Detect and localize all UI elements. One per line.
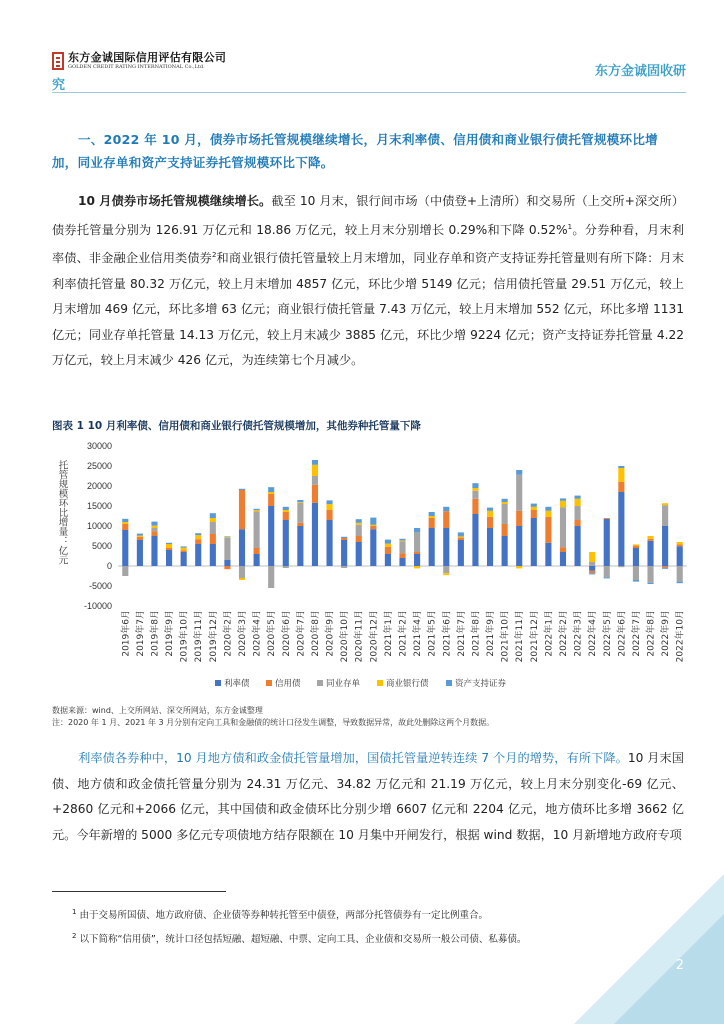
bar-segment xyxy=(458,538,464,540)
bar-segment xyxy=(604,577,610,578)
bar-segment xyxy=(633,548,639,566)
bar-segment xyxy=(545,507,551,511)
bar-segment xyxy=(487,528,493,566)
bar-segment xyxy=(472,514,478,566)
bar-segment xyxy=(195,533,201,535)
bar-segment xyxy=(560,547,566,552)
bar-segment xyxy=(618,482,624,492)
logo-mark-icon xyxy=(52,52,64,70)
x-tick-label: 2019年10月 xyxy=(179,610,190,663)
bar-segment xyxy=(677,542,683,544)
section-title-text: 一、2022 年 10 月，债券市场托管规模继续增长，月末利率债、信用债和商业银行债托管规模环比增加，同业存单和资产支持证券托管规模环比下降。 xyxy=(52,132,658,170)
bar-segment xyxy=(341,537,347,538)
section-title xyxy=(52,128,682,174)
bar-segment xyxy=(268,506,274,566)
y-tick-label: 0 xyxy=(106,561,112,571)
bar-segment xyxy=(531,518,537,566)
bar-segment xyxy=(210,534,216,544)
bar-segment xyxy=(370,529,376,566)
bar-segment xyxy=(560,498,566,500)
bar-segment xyxy=(370,526,376,529)
bar-segment xyxy=(604,519,610,566)
bar-segment xyxy=(297,523,303,526)
brand-title-tail: 究 xyxy=(52,78,66,93)
bar-segment xyxy=(385,540,391,544)
legend-label: 同业存单 xyxy=(326,679,361,689)
x-tick-label: 2021年9月 xyxy=(486,610,497,657)
bar-segment xyxy=(385,544,391,547)
bar-segment xyxy=(516,511,522,526)
y-tick-label: 15000 xyxy=(86,501,112,511)
x-tick-label: 2022年3月 xyxy=(573,610,584,657)
bar-segment xyxy=(166,544,172,548)
company-logo xyxy=(52,52,226,70)
x-tick-label: 2022年8月 xyxy=(646,610,657,657)
x-tick-label: 2022年10月 xyxy=(675,610,686,663)
y-tick-label: 30000 xyxy=(86,441,112,451)
bar-segment xyxy=(181,546,187,547)
bar-segment xyxy=(443,566,449,573)
x-tick-label: 2019年12月 xyxy=(208,610,219,663)
paragraph-1-lead: 10 月债券市场托管规模继续增长。 xyxy=(78,194,272,208)
bar-segment xyxy=(370,518,376,525)
bar-segment xyxy=(502,499,508,502)
bar-segment xyxy=(326,520,332,566)
bar-segment xyxy=(662,505,668,526)
bar-segment xyxy=(575,496,581,499)
bar-segment xyxy=(443,528,449,566)
bar-segment xyxy=(414,566,420,568)
x-tick-label: 2020年11月 xyxy=(354,610,365,663)
bar-segment xyxy=(312,503,318,566)
bar-segment xyxy=(633,544,639,545)
bar-segment xyxy=(531,504,537,507)
bar-segment xyxy=(458,532,464,536)
brand-title: 东方金诚固收研 xyxy=(594,64,686,79)
bar-segment xyxy=(268,487,274,492)
x-tick-label: 2022年6月 xyxy=(617,610,628,657)
bar-segment xyxy=(662,568,668,569)
bar-segment xyxy=(224,566,230,569)
bar-segment xyxy=(560,501,566,507)
bar-segment xyxy=(443,511,449,528)
paragraph-1-body-b: 。分券种看，月末利率债、非金融企业信用类债券 xyxy=(52,222,685,266)
bar-segment xyxy=(224,536,230,537)
legend-label: 利率债 xyxy=(224,679,250,689)
bar-segment xyxy=(633,546,639,548)
footnote-ref-1[interactable]: 1 xyxy=(567,222,573,231)
bar-segment xyxy=(604,566,610,577)
bar-segment xyxy=(429,512,435,516)
figure-note-text: 注：2020 年 1 月、2021 年 3 月分别有定向工具和金融债的统计口径发生调整，导致数据异常，故此处删除这两个月数据。 xyxy=(52,718,495,727)
bar-segment xyxy=(633,580,639,582)
x-tick-label: 2021年4月 xyxy=(413,610,424,657)
footnote-divider xyxy=(52,891,226,892)
bar-segment xyxy=(399,558,405,566)
bar-segment xyxy=(662,503,668,505)
figure-source-text: 数据来源：wind、上交所网站、深交所网站，东方金诚整理 xyxy=(52,706,263,715)
bar-segment xyxy=(575,499,581,506)
bar-segment xyxy=(122,519,128,522)
bar-segment xyxy=(677,546,683,566)
x-tick-label: 2020年5月 xyxy=(267,610,278,657)
bar-segment xyxy=(502,524,508,536)
legend-swatch xyxy=(317,680,323,686)
legend-swatch xyxy=(266,680,272,686)
bar-segment xyxy=(137,534,143,536)
bar-segment xyxy=(516,475,522,511)
footnote-1-text: 由于交易所国债、地方政府债、企业债等券种转托管至中债登，两部分托管债券有一定比例重合。 xyxy=(79,910,489,922)
bar-segment xyxy=(283,510,289,512)
bar-segment xyxy=(137,536,143,537)
bar-segment xyxy=(151,528,157,531)
bar-segment xyxy=(356,523,362,525)
bar-segment xyxy=(239,489,245,490)
logo-en-text: GOLDEN CREDIT RATING INTERNATIONAL Co.,Ltd. xyxy=(68,64,205,70)
bar-segment xyxy=(210,518,216,522)
bar-segment xyxy=(618,566,624,567)
bar-segment xyxy=(195,539,201,544)
bar-segment xyxy=(516,566,522,568)
footnote-1-mark: 1 xyxy=(72,908,77,916)
bar-segment xyxy=(487,508,493,511)
bar-segment xyxy=(429,518,435,528)
bar-segment xyxy=(472,488,478,491)
bar-segment xyxy=(443,573,449,575)
bar-segment xyxy=(312,476,318,485)
bar-segment xyxy=(589,552,595,562)
bar-segment xyxy=(647,566,653,583)
bar-segment xyxy=(326,504,332,510)
bar-segment xyxy=(414,528,420,532)
x-tick-label: 2021年10月 xyxy=(500,610,511,663)
x-tick-label: 2021年1月 xyxy=(383,610,394,657)
bar-segment xyxy=(122,524,128,530)
paragraph-1-body-a: 截至 10 月末，银行间市场（中债登+上清所）和交易所（上交所+深交所）债券托管量分别为 126.91 万亿元和 18.86 万亿元，较上月末分别增长 0.29%和下降 0.52% xyxy=(52,194,685,237)
bar-segment xyxy=(312,485,318,503)
bar-segment xyxy=(356,525,362,536)
bar-segment xyxy=(560,552,566,566)
corner-decoration-icon xyxy=(574,874,724,1024)
x-tick-label: 2020年3月 xyxy=(238,610,249,657)
bar-segment xyxy=(414,554,420,566)
bar-segment xyxy=(166,548,172,550)
bar-segment xyxy=(151,526,157,528)
x-tick-label: 2020年10月 xyxy=(340,610,351,663)
bar-segment xyxy=(531,510,537,518)
bar-segment xyxy=(502,504,508,524)
bar-segment xyxy=(662,566,668,568)
bar-segment xyxy=(618,468,624,482)
bar-segment xyxy=(633,566,639,580)
footnote-1 xyxy=(72,902,526,926)
footnote-2-text: 以下简称“信用债”，统计口径包括短融、超短融、中票、定向工具、企业债和交易所一般公司债、私募债。 xyxy=(79,934,527,946)
bar-segment xyxy=(472,483,478,488)
bar-segment xyxy=(560,507,566,547)
bar-segment xyxy=(399,540,405,541)
bar-segment xyxy=(545,543,551,566)
bar-segment xyxy=(356,542,362,566)
bar-segment xyxy=(399,553,405,558)
bar-segment xyxy=(210,544,216,566)
page-number: 2 xyxy=(675,958,684,973)
footnote-2 xyxy=(72,926,526,950)
bar-segment xyxy=(677,566,683,582)
x-tick-label: 2019年11月 xyxy=(194,610,205,663)
bar-segment xyxy=(341,538,347,540)
bar-segment xyxy=(137,537,143,540)
y-tick-label: -5000 xyxy=(88,581,112,591)
x-tick-label: 2020年6月 xyxy=(281,610,292,657)
x-tick-label: 2020年4月 xyxy=(252,610,263,657)
bar-segment xyxy=(283,507,289,510)
paragraph-2-highlight: 利率债各券种中，10 月地方债和政金债托管量增加，国债托管量逆转连续 7 个月的增势，有所下降。 xyxy=(78,751,628,765)
x-tick-label: 2019年9月 xyxy=(165,610,176,657)
bar-segment xyxy=(122,566,128,576)
bar-segment xyxy=(604,518,610,519)
legend-label: 商业银行债 xyxy=(386,679,429,689)
x-tick-label: 2022年4月 xyxy=(588,610,599,657)
y-tick-label: 10000 xyxy=(86,521,112,531)
bar-segment xyxy=(341,540,347,566)
y-tick-label: 20000 xyxy=(86,481,112,491)
bar-segment xyxy=(414,552,420,554)
bar-segment xyxy=(151,531,157,536)
logo-cn-text: 东方金诚国际信用评估有限公司 xyxy=(68,51,227,64)
stacked-bar-chart xyxy=(52,436,692,701)
x-tick-label: 2020年2月 xyxy=(223,610,234,657)
bar-segment xyxy=(210,513,216,518)
bar-segment xyxy=(297,526,303,566)
figure-title: 图表 1 10 月利率债、信用债和商业银行债托管规模增加，其他券种托管量下降 xyxy=(52,420,421,432)
x-tick-label: 2021年6月 xyxy=(442,610,453,657)
bar-segment xyxy=(166,543,172,544)
bar-segment xyxy=(312,460,318,465)
bar-segment xyxy=(589,571,595,573)
y-tick-label: -10000 xyxy=(83,601,112,611)
bar-segment xyxy=(618,466,624,468)
bar-segment xyxy=(589,566,595,571)
footnotes xyxy=(72,902,526,950)
y-tick-label: 5000 xyxy=(91,541,112,551)
footnote-ref-2[interactable]: 2 xyxy=(211,251,217,260)
bar-segment xyxy=(210,522,216,534)
bar-segment xyxy=(472,499,478,514)
x-tick-label: 2020年9月 xyxy=(325,610,336,657)
bar-segment xyxy=(677,582,683,584)
bar-segment xyxy=(385,547,391,554)
bar-segment xyxy=(195,544,201,566)
bar-segment xyxy=(647,536,653,539)
bar-segment xyxy=(239,578,245,580)
bar-segment xyxy=(166,550,172,566)
x-tick-label: 2021年12月 xyxy=(529,610,540,663)
bar-segment xyxy=(575,520,581,526)
bar-segment xyxy=(326,510,332,520)
y-tick-label: 25000 xyxy=(86,461,112,471)
bar-segment xyxy=(443,507,449,511)
bar-segment xyxy=(268,566,274,588)
legend-swatch xyxy=(377,680,383,686)
bar-segment xyxy=(239,490,245,529)
paragraph-2 xyxy=(52,746,684,848)
figure-source xyxy=(52,705,494,729)
bar-segment xyxy=(297,500,303,502)
bar-segment xyxy=(195,535,201,539)
bar-segment xyxy=(502,502,508,504)
bar-segment xyxy=(254,554,260,566)
bar-segment xyxy=(618,492,624,566)
bar-segment xyxy=(356,536,362,542)
bar-segment xyxy=(268,492,274,494)
bar-segment xyxy=(575,526,581,566)
bar-segment xyxy=(385,554,391,566)
bar-segment xyxy=(487,511,493,517)
x-tick-label: 2019年7月 xyxy=(135,610,146,657)
bar-segment xyxy=(647,541,653,566)
bar-segment xyxy=(224,537,230,538)
x-tick-label: 2022年1月 xyxy=(544,610,555,657)
bar-segment xyxy=(370,525,376,526)
legend-swatch xyxy=(446,680,452,686)
bar-segment xyxy=(283,520,289,566)
bar-segment xyxy=(326,500,332,504)
bar-segment xyxy=(254,511,260,548)
bar-segment xyxy=(151,522,157,526)
bar-segment xyxy=(356,519,362,523)
bar-segment xyxy=(429,516,435,518)
bar-segment xyxy=(137,540,143,566)
x-tick-label: 2022年7月 xyxy=(631,610,642,657)
bar-segment xyxy=(297,503,303,523)
x-tick-label: 2022年5月 xyxy=(602,610,613,657)
paragraph-2-body: 10 月末国债、地方债和政金债托管量分别为 24.31 万亿元、34.82 万亿元和 21.19 万亿元，较上月末分别变化-69 亿元、+2860 亿元和+2066 亿元，其中国债和政金债环比分别少增 6607 亿元和 2204 亿元，地方债环比多增 3662 亿元。今年新增的 5000 多亿元专项债地方结存限额在 10 月集中开闸发行，根据 wind 数据，10 月新增地方政府专项 xyxy=(52,751,684,842)
x-tick-label: 2019年8月 xyxy=(150,610,161,657)
x-tick-label: 2019年6月 xyxy=(121,610,132,657)
x-tick-label: 2021年5月 xyxy=(427,610,438,657)
bar-segment xyxy=(283,512,289,520)
bar-segment xyxy=(662,526,668,566)
bar-segment xyxy=(545,511,551,517)
bar-segment xyxy=(647,583,653,584)
bar-segment xyxy=(151,536,157,566)
header-divider xyxy=(52,92,686,93)
paragraph-1-body-c: 和商业银行债托管量较上月末增加，同业存单和资产支持证券托管量则有所下降：月末利率债托管量 80.32 万亿元，较上月末增加 4857 亿元，环比少增 5149 亿元；信用债托管量 29.51 万亿元，较上月末增加 469 亿元，环比多增 63 亿元；商业银行债托管量 7.43 万亿元，较上月末增加 552 亿元，环比多增 1131 亿元；同业存单托管量 14.13 万亿元，较上月末减少 3885 亿元，环比少增 9224 亿元；资产支持证券托管量 4.22 万亿元，较上月末减少 426 亿元，为连续第七个月减少。 xyxy=(52,251,685,368)
bar-segment xyxy=(516,470,522,475)
x-tick-label: 2022年2月 xyxy=(558,610,569,657)
bar-segment xyxy=(647,539,653,541)
bar-segment xyxy=(341,566,347,568)
bar-segment xyxy=(224,560,230,566)
bar-segment xyxy=(677,544,683,546)
bar-segment xyxy=(545,517,551,543)
bar-segment xyxy=(254,510,260,511)
legend-label: 信用债 xyxy=(275,679,301,689)
bar-segment xyxy=(239,566,245,578)
bar-segment xyxy=(516,526,522,566)
bar-segment xyxy=(297,502,303,503)
x-tick-label: 2020年7月 xyxy=(296,610,307,657)
legend-label: 资产支持证券 xyxy=(455,679,507,689)
x-tick-label: 2021年8月 xyxy=(471,610,482,657)
bar-segment xyxy=(312,465,318,476)
bar-segment xyxy=(399,539,405,541)
bar-segment xyxy=(589,562,595,566)
x-tick-label: 2020年8月 xyxy=(310,610,321,657)
x-tick-label: 2020年12月 xyxy=(369,610,380,663)
y-axis-label: 托管规模环比增量：亿元 xyxy=(56,460,68,565)
bar-segment xyxy=(458,536,464,537)
bar-segment xyxy=(181,552,187,566)
bar-segment xyxy=(122,522,128,524)
bar-segment xyxy=(181,550,187,552)
bar-segment xyxy=(575,506,581,520)
bar-segment xyxy=(254,548,260,554)
bar-segment xyxy=(487,517,493,528)
bar-segment xyxy=(181,548,187,551)
x-tick-label: 2021年2月 xyxy=(398,610,409,657)
bar-segment xyxy=(458,540,464,566)
bar-segment xyxy=(239,529,245,566)
bar-segment xyxy=(414,532,420,552)
bar-segment xyxy=(224,538,230,560)
x-tick-label: 2021年11月 xyxy=(515,610,526,663)
bar-segment xyxy=(254,509,260,510)
bar-segment xyxy=(502,536,508,566)
bar-segment xyxy=(589,573,595,574)
bar-segment xyxy=(283,566,289,568)
footnote-2-mark: 2 xyxy=(72,932,77,941)
x-tick-label: 2021年7月 xyxy=(456,610,467,657)
bar-segment xyxy=(531,507,537,510)
bar-segment xyxy=(122,530,128,566)
bar-segment xyxy=(472,491,478,499)
bar-segment xyxy=(268,494,274,506)
x-tick-label: 2022年9月 xyxy=(661,610,672,657)
bar-segment xyxy=(399,541,405,553)
bar-segment xyxy=(429,528,435,566)
legend-swatch xyxy=(215,680,221,686)
paragraph-1 xyxy=(52,189,684,374)
